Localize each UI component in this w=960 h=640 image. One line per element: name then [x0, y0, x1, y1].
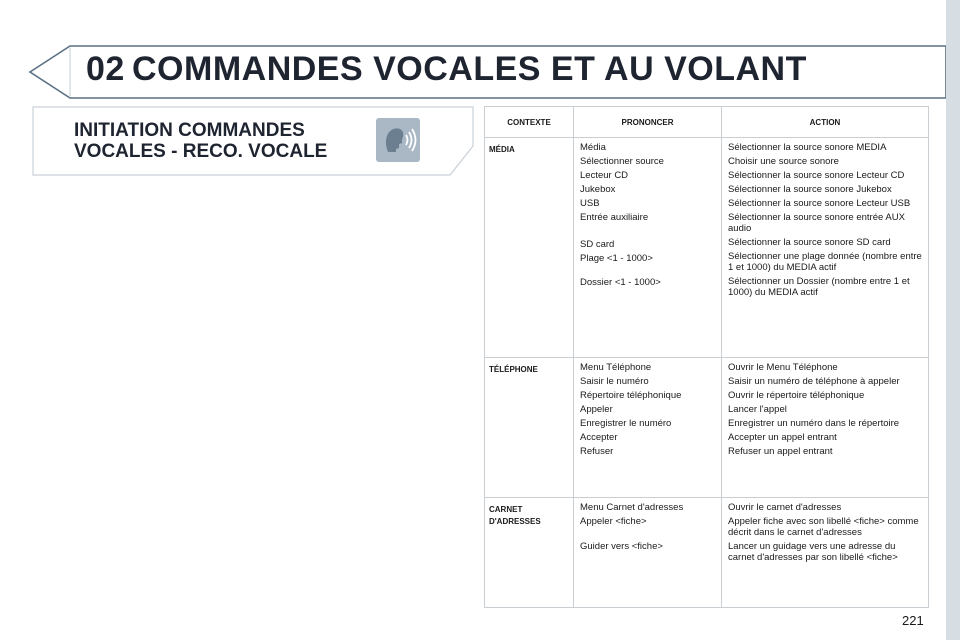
list-item: Média	[580, 142, 606, 153]
list-item: Lancer un guidage vers une adresse du carnet d'adresses par son libellé <fiche>	[728, 541, 898, 563]
list-item: Sélectionner un Dossier (nombre entre 1 et 1000) du MEDIA actif	[728, 276, 910, 298]
table-header-row	[485, 107, 929, 138]
voice-recognition-icon	[376, 118, 420, 162]
context-cell	[485, 138, 574, 358]
list-item: Refuser un appel entrant	[728, 446, 833, 457]
header-banner	[0, 40, 946, 104]
context-label: CARNET	[489, 505, 523, 514]
list-item: Sélectionner la source sonore Jukebox	[728, 184, 892, 195]
section-header	[32, 106, 474, 176]
context-cell	[485, 358, 574, 498]
page-title: COMMANDES VOCALES ET AU VOLANT	[132, 50, 807, 88]
list-item: Guider vers <fiche>	[580, 541, 663, 552]
list-item: Lecteur CD	[580, 170, 629, 181]
list-item: Menu Carnet d'adresses	[580, 502, 684, 513]
context-cell	[485, 498, 574, 608]
chapter-number: 02	[86, 50, 125, 88]
list-item: Ouvrir le carnet d'adresses	[728, 502, 842, 513]
section-title-line2: VOCALES - RECO. VOCALE	[74, 141, 328, 162]
column-header-action: ACTION	[722, 107, 929, 138]
list-item: Entrée auxiliaire	[580, 212, 649, 223]
action-cell	[722, 358, 929, 498]
list-item: Accepter un appel entrant	[728, 432, 837, 443]
list-item: Sélectionner la source sonore entrée AUX audio	[728, 212, 905, 234]
context-label: MÉDIA	[489, 145, 515, 154]
list-item: Appeler fiche avec son libellé <fiche> comme décrit dans le carnet d'adresses	[728, 516, 919, 538]
context-label: TÉLÉPHONE	[489, 365, 538, 374]
list-item: Ouvrir le Menu Téléphone	[728, 362, 838, 373]
list-item: Sélectionner source	[580, 156, 664, 167]
list-item: Accepter	[580, 432, 618, 443]
list-item: Sélectionner la source sonore SD card	[728, 237, 891, 248]
context-label: D'ADRESSES	[489, 517, 541, 526]
list-item: Saisir un numéro de téléphone à appeler	[728, 376, 900, 387]
list-item: Refuser	[580, 446, 614, 457]
table-row-media	[485, 138, 929, 358]
list-item: Appeler	[580, 404, 613, 415]
column-header-pronounce: PRONONCER	[574, 107, 722, 138]
list-item: Répertoire téléphonique	[580, 390, 682, 401]
side-strip	[946, 0, 960, 640]
voice-commands-table	[484, 106, 929, 608]
list-item: Sélectionner la source sonore MEDIA	[728, 142, 887, 153]
list-item: Enregistrer un numéro dans le répertoire	[728, 418, 900, 429]
list-item: Jukebox	[580, 184, 616, 195]
column-header-context: CONTEXTE	[485, 107, 574, 138]
page-number: 221	[902, 613, 924, 628]
action-cell	[722, 138, 929, 358]
list-item: Dossier <1 - 1000>	[580, 277, 661, 288]
list-item: Plage <1 - 1000>	[580, 253, 653, 264]
list-item: Choisir une source sonore	[728, 156, 839, 167]
list-item: Appeler <fiche>	[580, 516, 647, 527]
pronounce-cell	[574, 498, 722, 608]
list-item: SD card	[580, 239, 615, 250]
list-item: Sélectionner la source sonore Lecteur USB	[728, 198, 911, 209]
list-item: Menu Téléphone	[580, 362, 652, 373]
pronounce-cell	[574, 358, 722, 498]
list-item: USB	[580, 198, 600, 209]
section-title	[74, 120, 327, 162]
list-item: Ouvrir le répertoire téléphonique	[728, 390, 865, 401]
list-item: Saisir le numéro	[580, 376, 649, 387]
section-title-line1: INITIATION COMMANDES	[74, 120, 305, 141]
list-item: Enregistrer le numéro	[580, 418, 672, 429]
list-item: Sélectionner une plage donnée (nombre entre 1 et 1000) du MEDIA actif	[728, 251, 922, 273]
pronounce-cell	[574, 138, 722, 358]
action-cell	[722, 498, 929, 608]
list-item: Lancer l'appel	[728, 404, 787, 415]
table-row-telephone	[485, 358, 929, 498]
list-item: Sélectionner la source sonore Lecteur CD	[728, 170, 905, 181]
table-row-address-book	[485, 498, 929, 608]
